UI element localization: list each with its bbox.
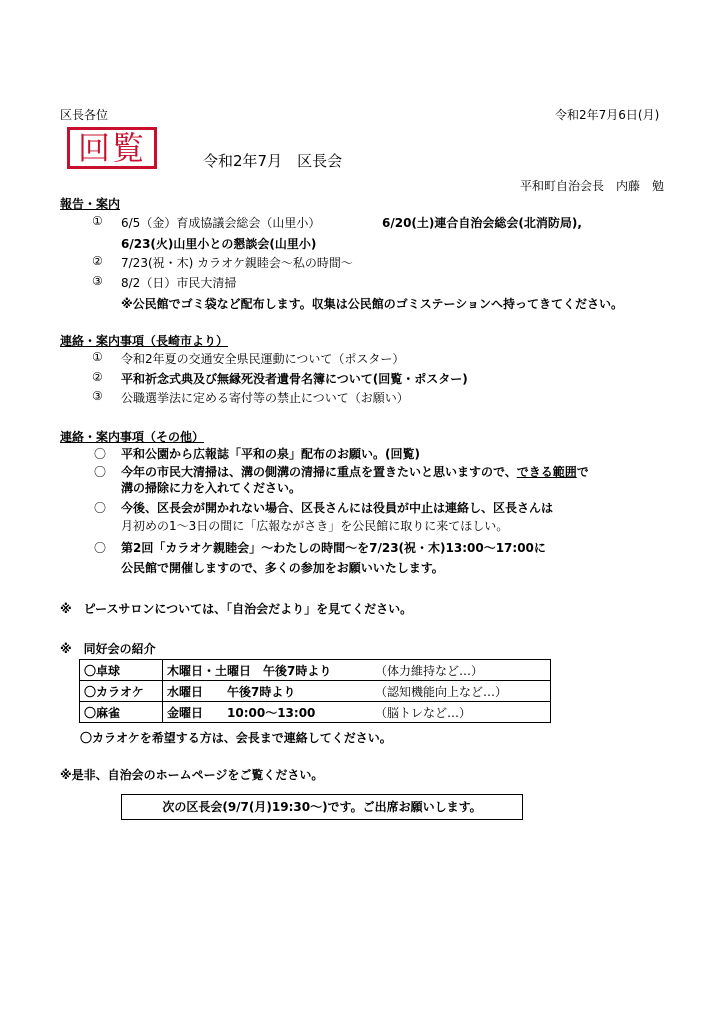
club-name: 〇麻雀 [80, 702, 163, 723]
section3-item-2-post: で [576, 465, 589, 479]
club-schedule: 木曜日・土曜日 午後7時より [163, 660, 372, 681]
section2-item-3: 公職選挙法に定める寄付等の禁止について（お願い） [121, 391, 409, 405]
next-meeting-box: 次の区長会(9/7(月)19:30～)です。ご出席お願いします。 [121, 794, 523, 820]
section3-item-4: 第2回「カラオケ親睦会」～わたしの時間～を7/23(祝・木)13:00～17:00に [121, 541, 546, 555]
section1-note: ※公民館でゴミ袋など配布します。収集は公民館のゴミステーションへ持ってきてください。 [121, 297, 623, 311]
section3-item-2-pre: 今年の市民大清掃は、溝の側溝の清掃に重点を置きたいと思いますので、 [121, 465, 517, 479]
section1-item-3: 8/2（日）市民大清掃 [121, 276, 237, 290]
page-title: 令和2年7月 区長会 [203, 152, 343, 170]
club-name: 〇卓球 [80, 660, 163, 681]
recipient: 区長各位 [60, 108, 109, 122]
club-name: 〇カラオケ [80, 681, 163, 702]
table-row [80, 660, 551, 681]
clubs-table [79, 659, 551, 723]
bullet: 〇 [94, 541, 107, 555]
section3-item-3-line2: 月初めの1～3日の間に「広報ながさき」を公民館に取りに来てほしい。 [121, 519, 509, 533]
section2-item-1: 令和2年夏の交通安全県民運動について（ポスター） [121, 352, 405, 366]
table-row [80, 681, 551, 702]
section1-item-2: 7/23(祝・木) カラオケ親睦会～私の時間～ [121, 256, 353, 270]
peace-salon-note: ※ ピースサロンについては、「自治会だより」を見てください。 [60, 602, 413, 616]
circulate-stamp: 回覧 [67, 127, 157, 169]
section2-heading: 連絡・案内事項（長崎市より） [60, 334, 229, 348]
section3-item-3: 今後、区長会が開かれない場合、区長さんには役員が中止は連絡し、区長さんは [121, 501, 554, 515]
homepage-note: ※是非、自治会のホームページをご覧ください。 [60, 768, 324, 782]
section1-item-1-line2: 6/23(火)山里小との懇談会(山里小) [121, 237, 317, 251]
section3-item-2 [121, 463, 589, 480]
section3-item-2-underlined: できる範囲 [516, 465, 577, 479]
clubs-note: 〇カラオケを希望する方は、会長まで連絡してください。 [80, 731, 392, 745]
club-schedule: 金曜日 10:00～13:00 [163, 702, 372, 723]
section1-item-1-extra: 6/20(土)連合自治会総会(北消防局), [382, 216, 582, 230]
section2-marker-2: ② [92, 370, 103, 384]
date: 令和2年7月6日(月) [555, 108, 660, 122]
section3-item-1: 平和公園から広報誌「平和の泉」配布のお願い。(回覧) [121, 447, 420, 461]
section1-marker-1: ① [92, 214, 103, 228]
club-note: （脳トレなど…） [371, 702, 551, 723]
bullet: 〇 [94, 465, 107, 479]
section2-marker-1: ① [92, 350, 103, 364]
section1-heading: 報告・案内 [60, 197, 121, 211]
section2-item-2: 平和祈念式典及び無縁死没者遺骨名簿について(回覧・ポスター) [121, 372, 468, 386]
club-schedule: 水曜日 午後7時より [163, 681, 372, 702]
section3-item-4-line2: 公民館で開催しますので、多くの参加をお願いいたします。 [121, 561, 444, 575]
author: 平和町自治会長 内藤 勉 [520, 179, 665, 193]
clubs-heading: ※ 同好会の紹介 [60, 642, 156, 656]
table-row [80, 702, 551, 723]
club-note: （体力維持など…） [371, 660, 551, 681]
club-note: （認知機能向上など…） [371, 681, 551, 702]
bullet: 〇 [94, 501, 107, 515]
section2-marker-3: ③ [92, 389, 103, 403]
bullet: 〇 [94, 447, 107, 461]
section3-item-2-line2: 溝の掃除に力を入れてください。 [121, 481, 302, 495]
section1-marker-2: ② [92, 254, 103, 268]
section1-marker-3: ③ [92, 274, 103, 288]
section3-heading: 連絡・案内事項（その他） [60, 430, 205, 444]
section1-item-1: 6/5（金）育成協議会総会（山里小） [121, 216, 321, 230]
